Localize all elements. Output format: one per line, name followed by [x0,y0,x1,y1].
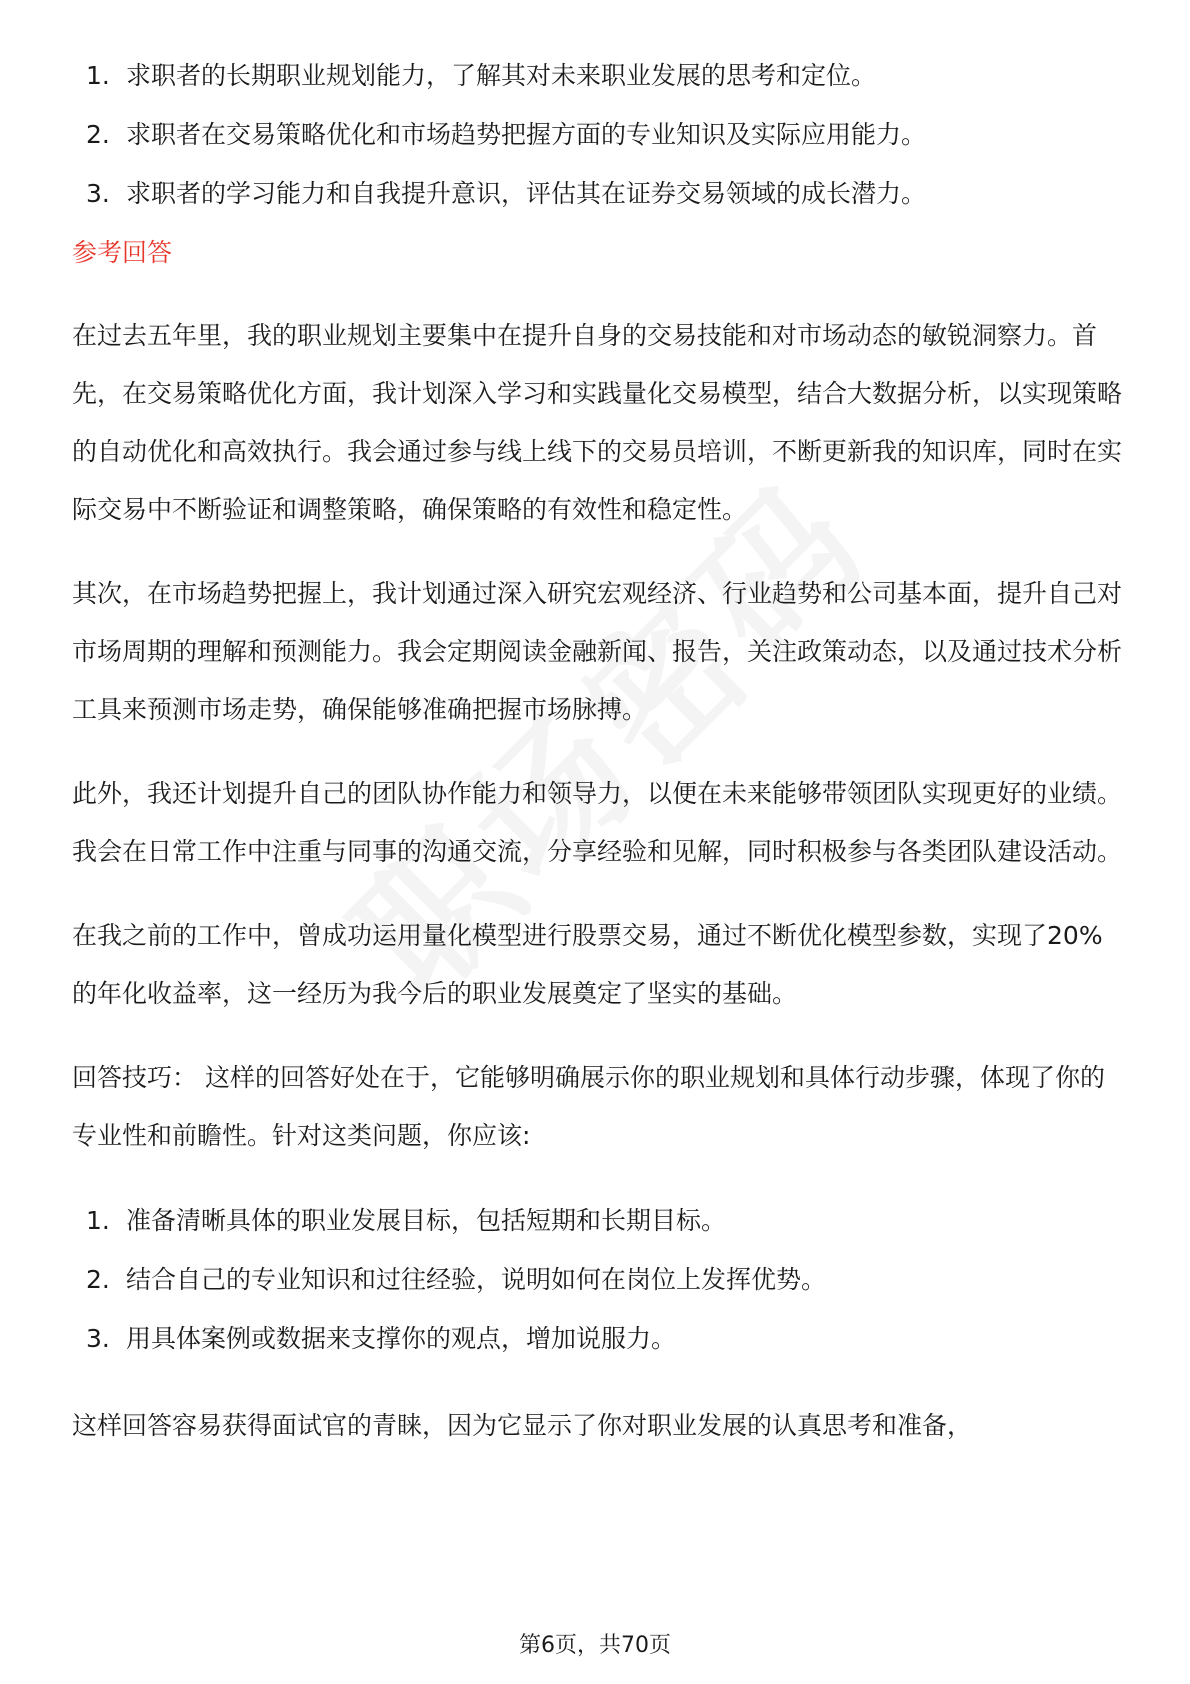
list-item [72,176,1122,212]
list-item [72,1321,1122,1357]
list-item-number: 3. [86,179,110,208]
list-item-text: 用具体案例或数据来支撑你的观点，增加说服力。 [126,1324,677,1353]
list-item [72,58,1122,94]
paragraph: 在过去五年里，我的职业规划主要集中在提升自身的交易技能和对市场动态的敏锐洞察力。首先，在交易策略优化方面，我计划深入学习和实践量化交易模型，结合大数据分析，以实现策略的自动优化和高效执行。我会通过参与线上线下的交易员培训，不断更新我的知识库，同时在实际交易中不断验证和调整策略，确保策略的有效性和稳定性。 [72,321,1123,524]
list-item-number: 2. [86,120,110,149]
list-item-text: 求职者的学习能力和自我提升意识，评估其在证券交易领域的成长潜力。 [126,179,927,208]
tips-list [72,1203,1122,1357]
paragraph: 其次，在市场趋势把握上，我计划通过深入研究宏观经济、行业趋势和公司基本面，提升自己对市场周期的理解和预测能力。我会定期阅读金融新闻、报告，关注政策动态，以及通过技术分析工具来预测市场走势，确保能够准确把握市场脉搏。 [72,579,1123,724]
list-item-number: 1. [86,61,110,90]
paragraph: 此外，我还计划提升自己的团队协作能力和领导力，以便在未来能够带领团队实现更好的业绩。我会在日常工作中注重与同事的沟通交流，分享经验和见解，同时积极参与各类团队建设活动。 [72,779,1123,866]
list-item-number: 1. [86,1206,110,1235]
list-item-number: 3. [86,1324,110,1353]
page-footer: 第6页，共70页 [519,1633,671,1658]
list-item-text: 求职者的长期职业规划能力，了解其对未来职业发展的思考和定位。 [126,61,877,90]
list-item [72,117,1122,153]
list-item [72,1203,1122,1239]
list-item-number: 2. [86,1265,110,1294]
list-item-text: 结合自己的专业知识和过往经验，说明如何在岗位上发挥优势。 [126,1265,827,1294]
list-item [72,1262,1122,1298]
document-body [72,58,1122,1481]
paragraph: 回答技巧： 这样的回答好处在于，它能够明确展示你的职业规划和具体行动步骤，体现了你的专业性和前瞻性。针对这类问题，你应该: [72,1063,1105,1150]
intro-list [72,58,1122,212]
list-item-text: 求职者在交易策略优化和市场趋势把握方面的专业知识及实际应用能力。 [126,120,927,149]
section-title: 参考回答 [72,238,173,267]
paragraph: 在我之前的工作中，曾成功运用量化模型进行股票交易，通过不断优化模型参数，实现了20%的年化收益率，这一经历为我今后的职业发展奠定了坚实的基础。 [72,921,1103,1008]
list-item-text: 准备清晰具体的职业发展目标，包括短期和长期目标。 [126,1206,727,1235]
closing-paragraph: 这样回答容易获得面试官的青睐，因为它显示了你对职业发展的认真思考和准备， [72,1411,973,1440]
